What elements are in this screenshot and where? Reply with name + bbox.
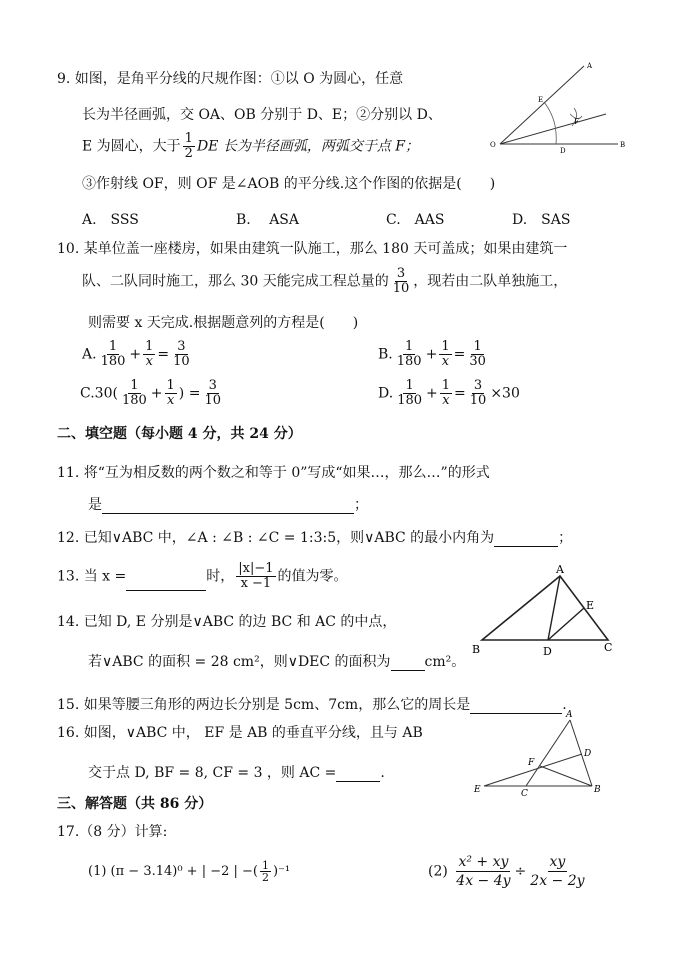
label-f: F: [528, 758, 535, 768]
q9-frac: $\frac{1}{2}$: [184, 131, 193, 161]
label-a: A: [556, 564, 564, 576]
q9-line3: [82, 132, 419, 161]
q15-line: 15. 如果等腰三角形的两边长分别是 5cm、7cm，那么它的周长是 .: [57, 697, 567, 713]
q10-option-d: D. $\frac{1}{180}$ + $\frac{1}{x}$ = $\frac{3}{10}$ ×30: [378, 378, 520, 408]
q9-option-b: B. ASA: [236, 212, 299, 228]
label-b: B: [594, 785, 601, 795]
label-d: D: [584, 749, 592, 759]
q9-line4: ③作射线 OF，则 OF 是∠AOB 的平分线.这个作图的依据是( ): [82, 176, 496, 192]
q11-answer-blank[interactable]: [102, 513, 354, 514]
q12-answer-blank[interactable]: [494, 546, 558, 547]
q10-line2-a: 队、二队同时施工，那么 30 天能完成工程总量的: [82, 273, 389, 290]
q9-line3-a: E 为圆心，大于: [82, 138, 181, 155]
label-c: C: [521, 789, 528, 798]
q11-line2: 是 ；: [88, 497, 368, 513]
label-f: F: [574, 118, 579, 126]
q10-line1: 10. 某单位盖一座楼房，如果由建筑一队施工，那么 180 天可盖成；如果由建筑一: [57, 241, 568, 257]
label-b: B: [620, 141, 626, 149]
q10-frac: $\frac{3}{10}$: [392, 266, 410, 296]
label-a: A: [566, 710, 573, 720]
arc-de: [544, 102, 556, 144]
q16-line2: 交于点 D, BF = 8, CF = 3 ，则 AC = .: [88, 765, 385, 781]
label-d: D: [543, 645, 552, 658]
label-a: A: [587, 62, 593, 70]
section-2-title: 二、填空题（每小题 4 分，共 24 分）: [57, 426, 302, 442]
q10-option-a: A. $\frac{1}{180}$ + $\frac{1}{x}$ = $\frac{3}{10}$: [82, 339, 190, 369]
label-e: E: [474, 785, 481, 795]
q9-line2: 长为半径画弧，交 OA、OB 分别于 D、E；②分别以 D、: [82, 107, 442, 123]
label-b: B: [472, 643, 481, 656]
q13-answer-blank[interactable]: [126, 590, 206, 591]
q9-option-c: C. AAS: [386, 212, 445, 228]
q14-line1: 14. 已知 D, E 分别是∨ABC 的边 BC 和 AC 的中点，: [57, 614, 397, 630]
q17-part1: (1) (π − 3.14)⁰ + | −2 | −( $\frac{1}{2}$ )⁻¹: [88, 859, 291, 884]
q9-figure: [486, 58, 634, 158]
q10-line3: 则需要 x 天完成.根据题意列的方程是( ): [88, 315, 359, 331]
q10-line2: [82, 267, 567, 296]
q14-line2: 若∨ABC 的面积 = 28 cm²，则∨DEC 的面积为 cm²。: [88, 654, 466, 670]
q10-option-b: B. $\frac{1}{180}$ + $\frac{1}{x}$ = $\frac{1}{30}$: [378, 339, 486, 369]
q11-line1: 11. 将“互为相反数的两个数之和等于 0”写成“如果…，那么…”的形式: [57, 465, 490, 481]
section-3-title: 三、解答题（共 86 分）: [57, 796, 213, 812]
q9-line3-b: DE 长为半径画弧，两弧交于点 F；: [196, 138, 420, 155]
q14-figure: [468, 564, 620, 660]
q9-line1: 9. 如图，是角平分线的尺规作图：①以 O 为圆心，任意: [57, 71, 404, 87]
q12-line: 12. 已知∨ABC 中，∠A : ∠B : ∠C = 1:3:5，则∨ABC 的最小内角为 ；: [57, 530, 573, 546]
label-e: E: [538, 96, 544, 104]
q17-title: 17.（8 分）计算:: [57, 824, 168, 840]
q10-line2-b: ，现若由二队单独施工，: [413, 273, 568, 290]
label-o: O: [490, 141, 496, 149]
q9-option-d: D. SAS: [512, 212, 571, 228]
q16-answer-blank[interactable]: [336, 781, 380, 782]
label-d: D: [560, 147, 566, 155]
segment-fb: [540, 766, 592, 786]
q13-line: 13. 当 x = 时， $\frac{|x|-1}{x -1}$ 的值为零。: [57, 561, 348, 591]
segment-ac: [526, 720, 570, 786]
q17-part2: (2) $\frac{\text{x² + xy}}{4x - 4y}$ ÷ $\frac{xy}{2x - 2y}$: [428, 854, 585, 889]
label-e: E: [586, 599, 595, 612]
label-c: C: [604, 641, 613, 654]
q10-option-c: C.30( $\frac{1}{180}$ + $\frac{1}{x}$ ) = $\frac{3}{10}$: [80, 378, 221, 408]
q16-figure: [470, 706, 610, 798]
q16-line1: 16. 如图，∨ABC 中， EF 是 AB 的垂直平分线，且与 AB: [57, 725, 423, 741]
q9-option-a: A. SSS: [82, 212, 139, 228]
q14-answer-blank[interactable]: [391, 670, 425, 671]
